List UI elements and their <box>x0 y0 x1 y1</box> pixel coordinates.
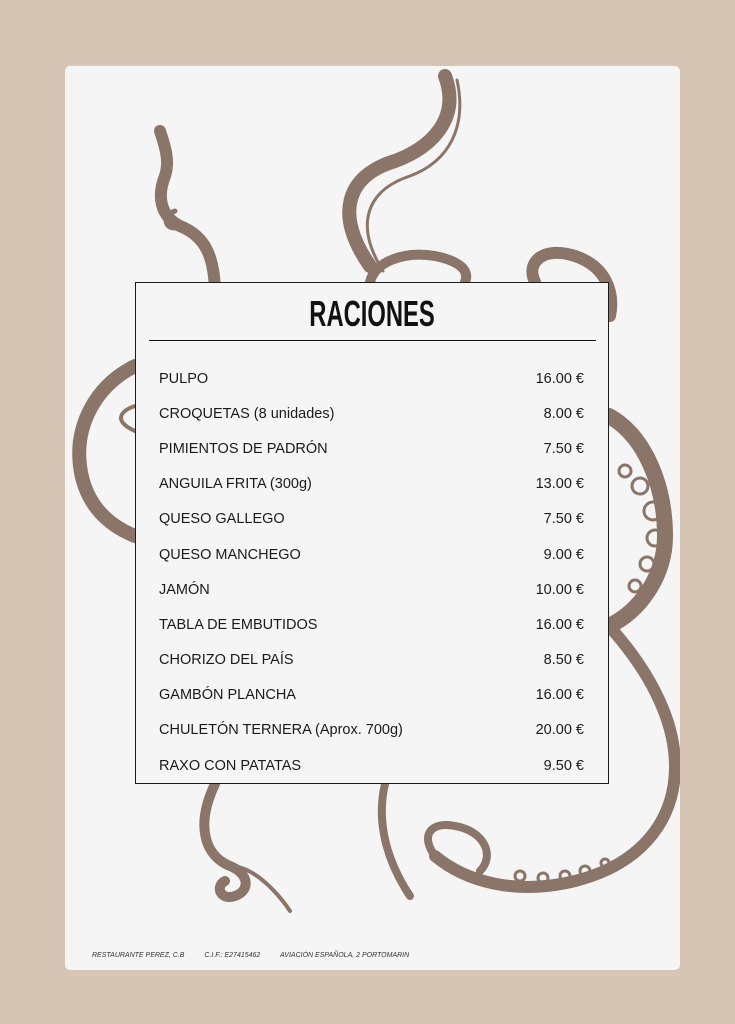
menu-item-price: 7.50 € <box>543 440 584 457</box>
footer-restaurant: RESTAURANTE PEREZ, C.B <box>92 952 185 959</box>
menu-item-name: ANGUILA FRITA (300g) <box>159 476 312 493</box>
menu-item-price: 10.00 € <box>535 581 584 598</box>
title-divider <box>149 340 596 341</box>
menu-item-price: 8.50 € <box>543 652 584 669</box>
menu-item-price: 7.50 € <box>543 511 584 528</box>
menu-item-name: CHORIZO DEL PAÍS <box>159 652 294 669</box>
menu-item-name: CROQUETAS (8 unidades) <box>159 405 335 422</box>
menu-title: RACIONES <box>309 293 435 334</box>
menu-item-name: JAMÓN <box>159 581 210 598</box>
menu-item-price: 9.00 € <box>543 546 584 563</box>
footer <box>92 952 427 959</box>
menu-item <box>159 678 584 713</box>
menu-item <box>159 537 584 572</box>
menu-item <box>159 713 584 748</box>
menu-item <box>159 607 584 642</box>
menu-item-name: TABLA DE EMBUTIDOS <box>159 616 318 633</box>
footer-cif: C.I.F.: E27415462 <box>204 952 261 959</box>
menu-item <box>159 431 584 466</box>
menu-item-name: CHULETÓN TERNERA (Aprox. 700g) <box>159 722 403 739</box>
menu-item <box>159 502 584 537</box>
menu-item-name: QUESO MANCHEGO <box>159 546 301 563</box>
menu-item <box>159 396 584 431</box>
menu-item-name: PIMIENTOS DE PADRÓN <box>159 440 328 457</box>
menu-sheet <box>65 66 680 970</box>
raciones-menu-box <box>135 282 609 784</box>
menu-item-price: 16.00 € <box>535 370 584 387</box>
menu-item-name: QUESO GALLEGO <box>159 511 285 528</box>
menu-items-list <box>159 361 584 783</box>
menu-item <box>159 748 584 783</box>
menu-item <box>159 361 584 396</box>
menu-item-price: 20.00 € <box>535 722 584 739</box>
menu-item-name: GAMBÓN PLANCHA <box>159 687 296 704</box>
menu-item-price: 8.00 € <box>543 405 584 422</box>
footer-address: AVIACIÓN ESPAÑOLA, 2 PORTOMARIN <box>280 952 410 959</box>
menu-item-price: 9.50 € <box>543 757 584 774</box>
menu-item <box>159 467 584 502</box>
menu-item-price: 16.00 € <box>535 616 584 633</box>
menu-item-price: 13.00 € <box>535 476 584 493</box>
menu-item <box>159 643 584 678</box>
menu-item-name: RAXO CON PATATAS <box>159 757 302 774</box>
menu-item-price: 16.00 € <box>535 687 584 704</box>
menu-item <box>159 572 584 607</box>
menu-item-name: PULPO <box>159 370 209 387</box>
